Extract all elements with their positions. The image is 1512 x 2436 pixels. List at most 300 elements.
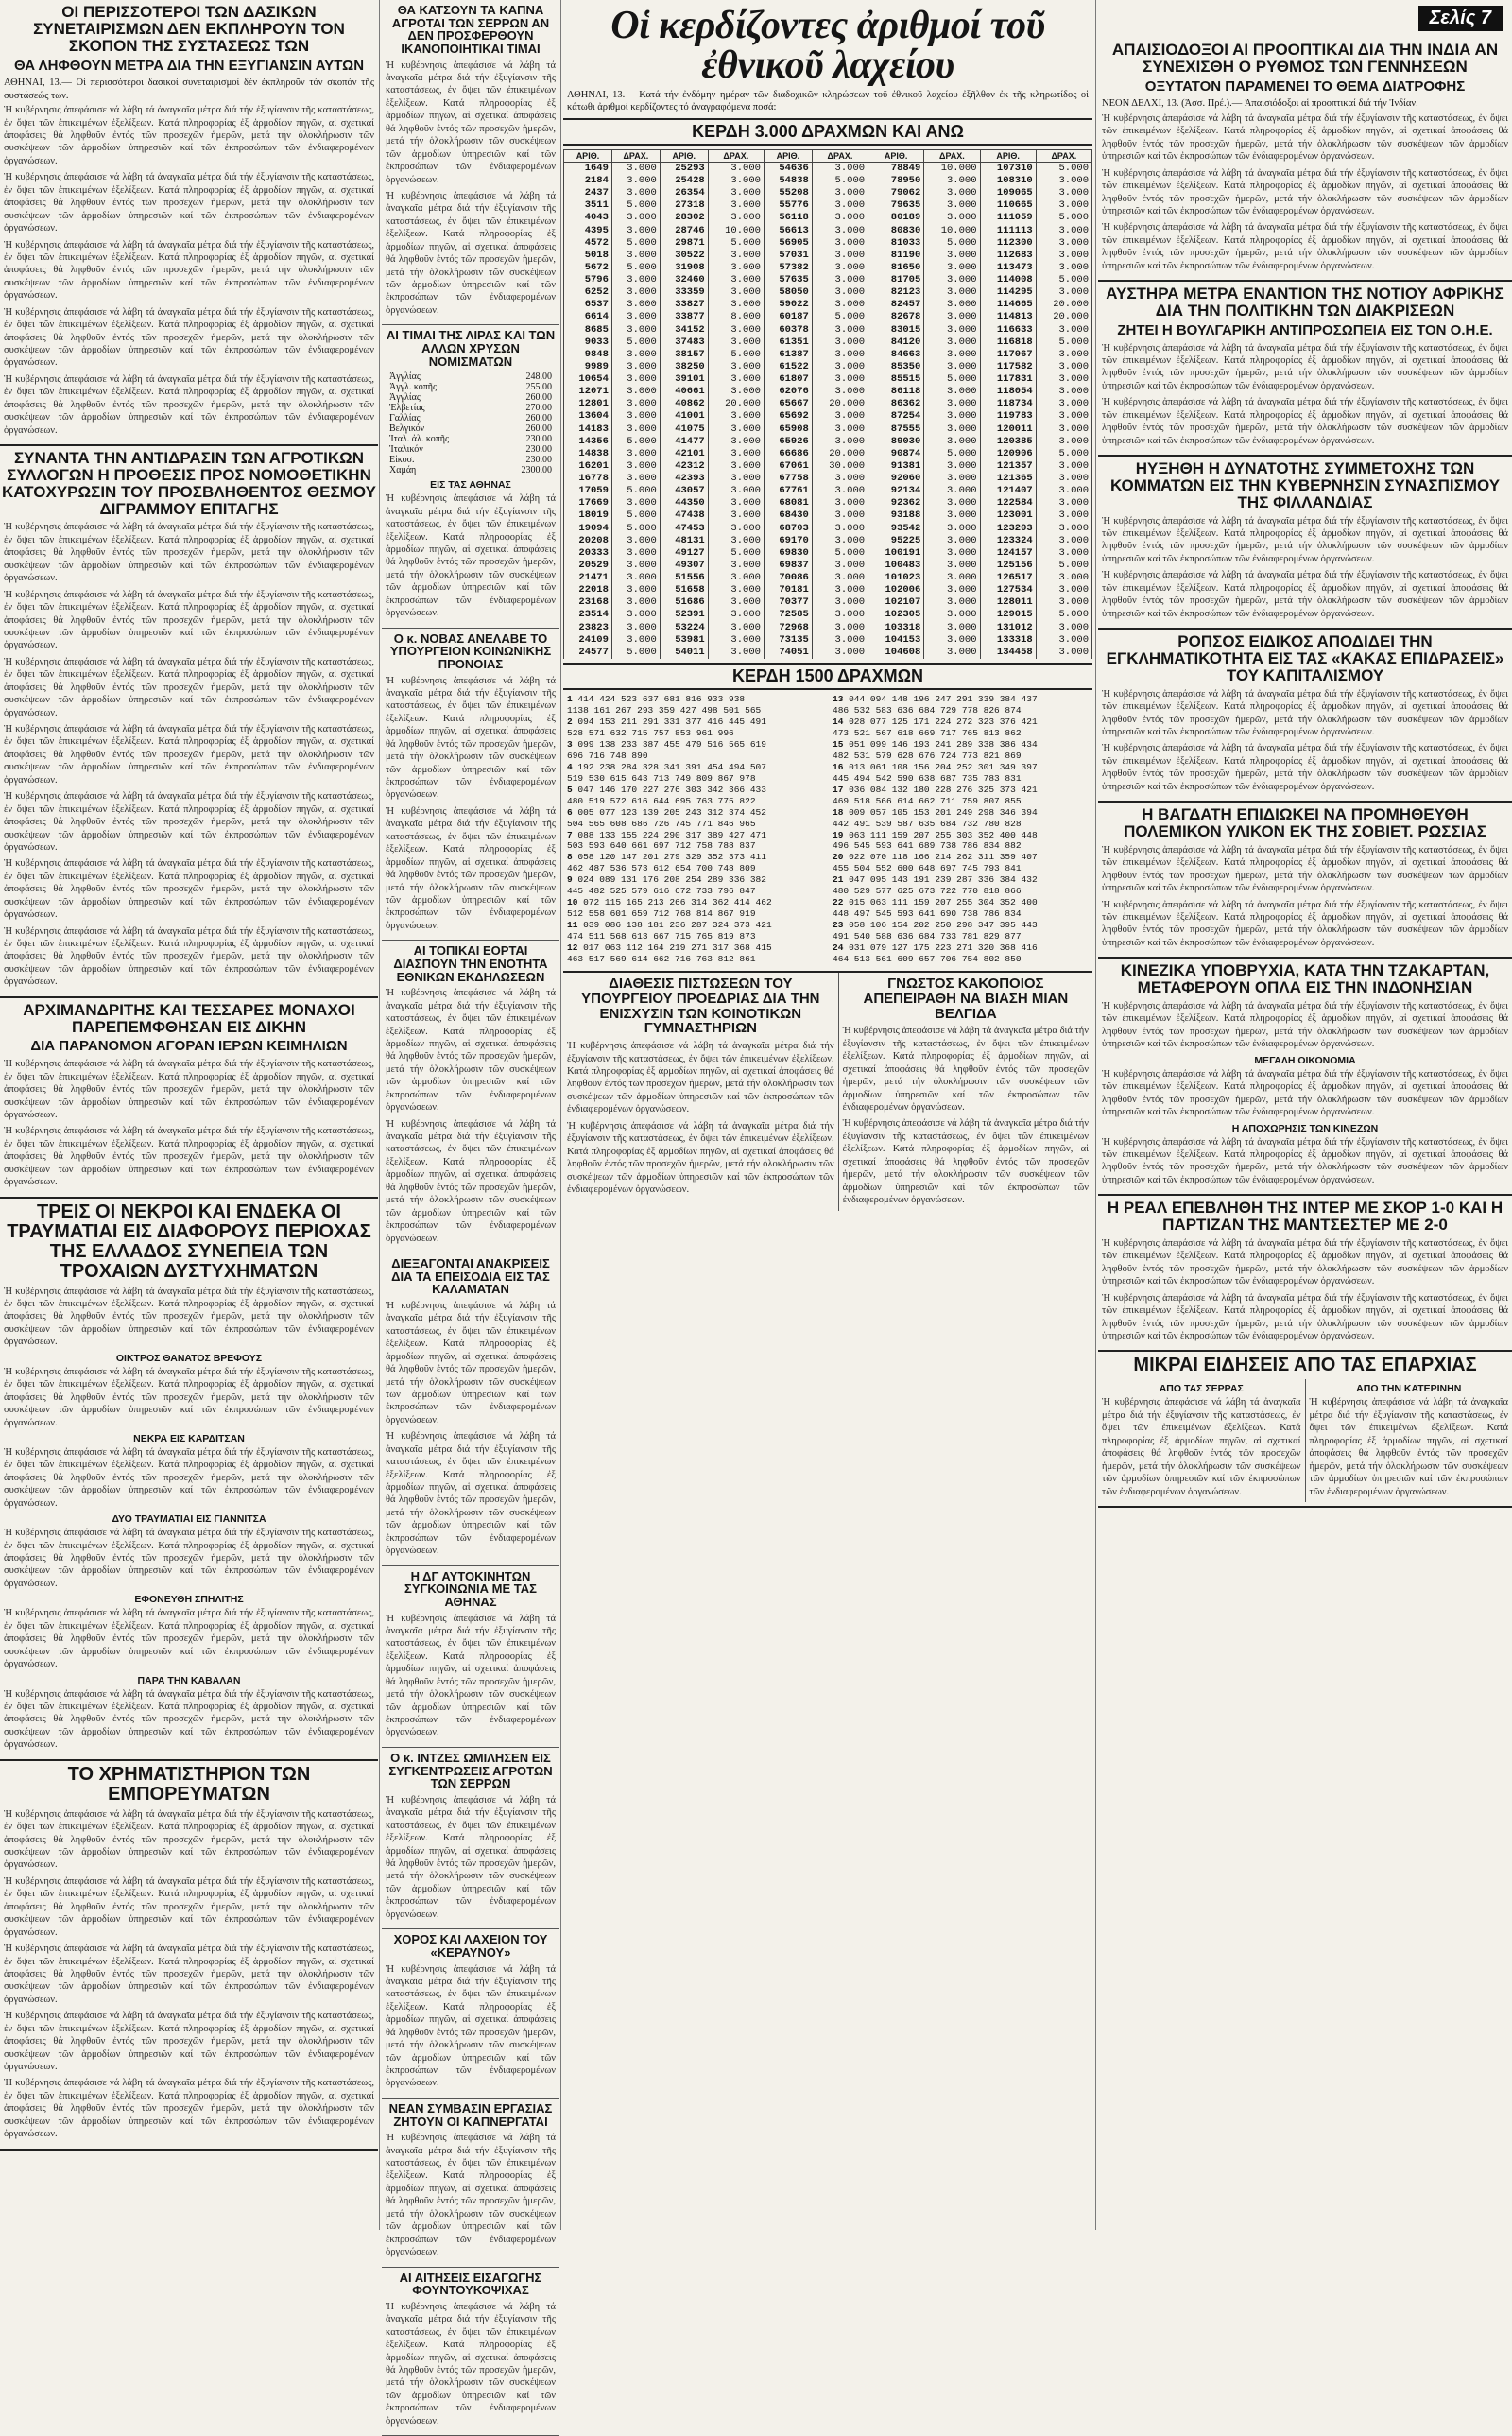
prize-amount: 3.000 <box>1036 324 1091 337</box>
prize-amount: 3.000 <box>1036 423 1091 436</box>
subhead-giannitsa: ΔΥΟ ΤΡΑΥΜΑΤΙΑΙ ΕΙΣ ΓΙΑΝΝΙΤΣΑ <box>0 1513 378 1525</box>
article-hazelnut <box>382 2272 559 2436</box>
body-text: Ἡ κυβέρνησις ἀπεφάσισε νά λάβη τά ἀναγκαῖα μέτρα διά τήν ἐξυγίανσιν τῆς καταστάσεως, ἐν ὄψει τῶν ἐπικειμένων ἐξελίξεων. Κατά πληροφορίας ἐξ ἁρμοδίων πηγῶν, αἱ σχετικαί ἀποφάσεις θά ληφθοῦν ἐντός τῶν προσεχῶν ἡμερῶν, μετά τήν ὁλοκλήρωσιν τῶν συσκέψεων τῶν ἁρμοδίων ὑπηρεσιῶν καί τῶν ἐκπροσώπων τῶν ἐνδιαφερομένων ὀργανώσεων. <box>4 104 374 167</box>
prize-amount: 3.000 <box>611 311 660 323</box>
ticket-number: 66686 <box>764 448 812 460</box>
ticket-number: 124157 <box>980 547 1036 560</box>
article-kalamata <box>382 1257 559 1566</box>
body-text: Ἡ κυβέρνησις ἀπεφάσισε νά λάβη τά ἀναγκαῖα μέτρα διά τήν ἐξυγίανσιν τῆς καταστάσεως, ἐν ὄψει τῶν ἐπικειμένων ἐξελίξεων. Κατά πληροφορίας ἐξ ἁρμοδίων πηγῶν, αἱ σχετικαί ἀποφάσεις θά ληφθοῦν ἐντός τῶν προσεχῶν ἡμερῶν, μετά τήν ὁλοκλήρωσιν τῶν συσκέψεων τῶν ἁρμοδίων ὑπηρεσιῶν καί τῶν ἐκπροσώπων τῶν ἐνδιαφερομένων ὀργανώσεων. <box>386 190 556 317</box>
ledger-thousand: 17 <box>833 785 843 795</box>
prize-amount: 3.000 <box>1036 584 1091 596</box>
ticket-number: 86362 <box>868 398 924 410</box>
ticket-number: 5672 <box>564 262 612 274</box>
prize-amount: 3.000 <box>708 410 764 423</box>
prize-amount: 3.000 <box>1036 398 1091 410</box>
ticket-number: 4572 <box>564 237 612 250</box>
prize-amount: 10.000 <box>924 162 980 175</box>
prize-amount: 3.000 <box>924 423 980 436</box>
list-item <box>567 796 823 807</box>
prize-amount: 3.000 <box>812 510 868 522</box>
ticket-number: 79062 <box>868 187 924 199</box>
headline-intzes: Ο κ. ΙΝΤΖΕΣ ΩΜΙΛΗΣΕΝ ΕΙΣ ΣΥΓΚΕΝΤΡΩΣΕΙΣ ΑΓΡΟΤΩΝ ΤΩΝ ΣΕΡΡΩΝ <box>384 1752 558 1790</box>
ledger-thousand: 21 <box>833 874 843 885</box>
ticket-number: 16201 <box>564 460 612 473</box>
ledger-values: 088 133 155 224 290 317 389 427 471 <box>577 830 766 840</box>
article-local-feasts <box>382 944 559 1253</box>
prize-amount: 3.000 <box>812 485 868 497</box>
dateline-cooperatives: ΑΘΗΝΑΙ, 13.— Οἱ περισσότεροι δασικοί συνεταιρισμοί δέν ἐκπληροῦν τόν σκοπόν τῆς συστάσεώς των. <box>4 77 374 102</box>
ledger-values: 015 063 111 159 207 255 304 352 400 <box>849 897 1038 907</box>
ticket-number: 114008 <box>980 274 1036 286</box>
ticket-number: 42312 <box>660 460 708 473</box>
list-item <box>567 739 823 751</box>
prize-amount: 3.000 <box>611 596 660 609</box>
ticket-number: 32460 <box>660 274 708 286</box>
ledger-values: 496 545 593 641 689 738 786 834 882 <box>833 840 1022 851</box>
prize-amount: 3.000 <box>1036 199 1091 212</box>
ticket-number: 112300 <box>980 237 1036 250</box>
body-text: Ἡ κυβέρνησις ἀπεφάσισε νά λάβη τά ἀναγκαῖα μέτρα διά τήν ἐξυγίανσιν τῆς καταστάσεως, ἐν ὄψει τῶν ἐπικειμένων ἐξελίξεων. Κατά πληροφορίας ἐξ ἁρμοδίων πηγῶν, αἱ σχετικαί ἀποφάσεις θά ληφθοῦν ἐντός τῶν προσεχῶν ἡμερῶν, μετά τήν ὁλοκλήρωσιν τῶν συσκέψεων τῶν ἁρμοδίων ὑπηρεσιῶν καί τῶν ἐκπροσώπων τῶν ἐνδιαφερομένων ὀργανώσεων. <box>1102 742 1508 793</box>
prize-amount: 3.000 <box>611 324 660 337</box>
ticket-number: 30522 <box>660 250 708 262</box>
body-text: Ἡ κυβέρνησις ἀπεφάσισε νά λάβη τά ἀναγκαῖα μέτρα διά τήν ἐξυγίανσιν τῆς καταστάσεως, ἐν ὄψει τῶν ἐπικειμένων ἐξελίξεων. Κατά πληροφορίας ἐξ ἁρμοδίων πηγῶν, αἱ σχετικαί ἀποφάσεις θά ληφθοῦν ἐντός τῶν προσεχῶν ἡμερῶν, μετά τήν ὁλοκλήρωσιν τῶν συσκέψεων τῶν ἁρμοδίων ὑπηρεσιῶν καί τῶν ἐκπροσώπων τῶν ἐνδιαφερομένων ὀργανώσεων. <box>386 2301 556 2427</box>
body-text: Ἡ κυβέρνησις ἀπεφάσισε νά λάβη τά ἀναγκαῖα μέτρα διά τήν ἐξυγίανσιν τῆς καταστάσεως, ἐν ὄψει τῶν ἐπικειμένων ἐξελίξεων. Κατά πληροφορίας ἐξ ἁρμοδίων πηγῶν, αἱ σχετικαί ἀποφάσεις θά ληφθοῦν ἐντός τῶν προσεχῶν ἡμερῶν, μετά τήν ὁλοκλήρωσιν τῶν συσκέψεων τῶν ἁρμοδίων ὑπηρεσιῶν καί τῶν ἐκπροσώπων τῶν ἐνδιαφερομένων ὀργανώσεων. <box>1102 899 1508 950</box>
article-commodities <box>0 1765 378 2151</box>
ticket-number: 118734 <box>980 398 1036 410</box>
body-text: Ἡ κυβέρνησις ἀπεφάσισε νά λάβη τά ἀναγκαῖα μέτρα διά τήν ἐξυγίανσιν τῆς καταστάσεως, ἐν ὄψει τῶν ἐπικειμένων ἐξελίξεων. Κατά πληροφορίας ἐξ ἁρμοδίων πηγῶν, αἱ σχετικαί ἀποφάσεις θά ληφθοῦν ἐντός τῶν προσεχῶν ἡμερῶν, μετά τήν ὁλοκλήρωσιν τῶν συσκέψεων τῶν ἁρμοδίων ὑπηρεσιῶν καί τῶν ἐκπροσώπων τῶν ἐνδιαφερομένων ὀργανώσεων. <box>386 1430 556 1557</box>
prize-amount: 5.000 <box>611 199 660 212</box>
prize-amount: 3.000 <box>1036 460 1091 473</box>
prize-amount: 20.000 <box>708 398 764 410</box>
column-rule <box>379 0 380 2230</box>
prize-amount: 3.000 <box>611 423 660 436</box>
table-row <box>564 460 1092 473</box>
ticket-number: 49127 <box>660 547 708 560</box>
ticket-number: 100483 <box>868 560 924 572</box>
gold-rate-row <box>389 371 552 382</box>
table-row <box>564 584 1092 596</box>
prize-amount: 3.000 <box>1036 175 1091 187</box>
prize-amount: 3.000 <box>708 436 764 448</box>
list-item <box>833 705 1089 717</box>
ticket-number: 26354 <box>660 187 708 199</box>
body-text: Ἡ κυβέρνησις ἀπεφάσισε νά λάβη τά ἀναγκαῖα μέτρα διά τήν ἐξυγίανσιν τῆς καταστάσεως, ἐν ὄψει τῶν ἐπικειμένων ἐξελίξεων. Κατά πληροφορίας ἐξ ἁρμοδίων πηγῶν, αἱ σχετικαί ἀποφάσεις θά ληφθοῦν ἐντός τῶν προσεχῶν ἡμερῶν, μετά τήν ὁλοκλήρωσιν τῶν συσκέψεων τῶν ἁρμοδίων ὑπηρεσιῶν καί τῶν ἐκπροσώπων τῶν ἐνδιαφερομένων ὀργανώσεων. <box>4 589 374 652</box>
ticket-number: 72585 <box>764 609 812 621</box>
gold-rate-row <box>389 392 552 403</box>
gold-rate-value: 260.00 <box>526 423 553 434</box>
ticket-number: 17669 <box>564 497 612 510</box>
ticket-number: 107310 <box>980 162 1036 175</box>
prize-amount: 3.000 <box>924 324 980 337</box>
table-row <box>564 250 1092 262</box>
body-text: Ἡ κυβέρνησις ἀπεφάσισε νά λάβη τά ἀναγκαῖα μέτρα διά τήν ἐξυγίανσιν τῆς καταστάσεως, ἐν ὄψει τῶν ἐπικειμένων ἐξελίξεων. Κατά πληροφορίας ἐξ ἁρμοδίων πηγῶν, αἱ σχετικαί ἀποφάσεις θά ληφθοῦν ἐντός τῶν προσεχῶν ἡμερῶν, μετά τήν ὁλοκλήρωσιν τῶν συσκέψεων τῶν ἁρμοδίων ὑπηρεσιῶν καί τῶν ἐκπροσώπων τῶν ἐνδιαφερομένων ὀργανώσεων. <box>1102 1396 1301 1498</box>
ticket-number: 86118 <box>868 386 924 398</box>
prize-amount: 3.000 <box>924 199 980 212</box>
ticket-number: 113473 <box>980 262 1036 274</box>
gold-rate-value: 230.00 <box>526 444 553 455</box>
prize-amount: 5.000 <box>1036 337 1091 349</box>
ticket-number: 69170 <box>764 535 812 547</box>
column-2 <box>382 0 559 2230</box>
body-text: Ἡ κυβέρνησις ἀπεφάσισε νά λάβη τά ἀναγκαῖα μέτρα διά τήν ἐξυγίανσιν τῆς καταστάσεως, ἐν ὄψει τῶν ἐπικειμένων ἐξελίξεων. Κατά πληροφορίας ἐξ ἁρμοδίων πηγῶν, αἱ σχετικαί ἀποφάσεις θά ληφθοῦν ἐντός τῶν προσεχῶν ἡμερῶν, μετά τήν ὁλοκλήρωσιν τῶν συσκέψεων τῶν ἁρμοδίων ὑπηρεσιῶν καί τῶν ἐκπροσώπων τῶν ἐνδιαφερομένων ὀργανώσεων. <box>567 1120 834 1197</box>
bottom-articles <box>563 971 1092 1210</box>
prize-amount: 3.000 <box>924 535 980 547</box>
body-text: Ἡ κυβέρνησις ἀπεφάσισε νά λάβη τά ἀναγκαῖα μέτρα διά τήν ἐξυγίανσιν τῆς καταστάσεως, ἐν ὄψει τῶν ἐπικειμένων ἐξελίξεων. Κατά πληροφορίας ἐξ ἁρμοδίων πηγῶν, αἱ σχετικαί ἀποφάσεις θά ληφθοῦν ἐντός τῶν προσεχῶν ἡμερῶν, μετά τήν ὁλοκλήρωσιν τῶν συσκέψεων τῶν ἁρμοδίων ὑπηρεσιῶν καί τῶν ἐκπροσώπων τῶν ἐνδιαφερομένων ὀργανώσεων. <box>4 373 374 437</box>
table-row <box>564 436 1092 448</box>
prize-amount: 3.000 <box>708 634 764 647</box>
ticket-number: 81190 <box>868 250 924 262</box>
lottery-column-header: ΑΡΙΘ. <box>868 149 924 162</box>
subhead-killed: ΕΦΟΝΕΥΘΗ ΣΠΗΛΙΤΗΣ <box>0 1594 378 1605</box>
list-item <box>567 954 823 965</box>
headline-south-africa: ΑΥΣΤΗΡΑ ΜΕΤΡΑ ΕΝΑΝΤΙΟΝ ΤΗΣ ΝΟΤΙΟΥ ΑΦΡΙΚΗΣ ΔΙΑ ΤΗΝ ΠΟΛΙΤΙΚΗΝ ΤΩΝ ΔΙΑΚΡΙΣΕΩΝ <box>1100 285 1510 320</box>
article-capitalism <box>1098 633 1512 803</box>
prize-amount: 5.000 <box>611 523 660 535</box>
prize-amount: 3.000 <box>812 187 868 199</box>
ledger-values: 491 540 588 636 684 733 781 829 877 <box>833 931 1022 942</box>
ledger-values: 455 504 552 600 648 697 745 793 841 <box>833 863 1022 873</box>
ticket-number: 57382 <box>764 262 812 274</box>
list-item <box>567 908 823 920</box>
prize-amount: 20.000 <box>812 398 868 410</box>
headline-provinces: ΜΙΚΡΑΙ ΕΙΔΗΣΕΙΣ ΑΠΟ ΤΑΣ ΕΠΑΡΧΙΑΣ <box>1100 1356 1510 1375</box>
article-agrarian <box>0 450 378 998</box>
gold-rate-name: Ἑλβετίας <box>389 403 425 413</box>
body-text: Ἡ κυβέρνησις ἀπεφάσισε νά λάβη τά ἀναγκαῖα μέτρα διά τήν ἐξυγίανσιν τῆς καταστάσεως, ἐν ὄψει τῶν ἐπικειμένων ἐξελίξεων. Κατά πληροφορίας ἐξ ἁρμοδίων πηγῶν, αἱ σχετικαί ἀποφάσεις θά ληφθοῦν ἐντός τῶν προσεχῶν ἡμερῶν, μετά τήν ὁλοκλήρωσιν τῶν συσκέψεων τῶν ἁρμοδίων ὑπηρεσιῶν καί τῶν ἐκπροσώπων τῶν ἐνδιαφερομένων ὀργανώσεων. <box>4 2077 374 2140</box>
lottery-column-header: ΔΡΑΧ. <box>708 149 764 162</box>
ledger-thousand: 5 <box>567 785 573 795</box>
ledger-values: 519 530 615 643 713 749 809 867 978 <box>567 773 756 784</box>
ticket-number: 1649 <box>564 162 612 175</box>
table-row <box>564 473 1092 485</box>
gold-rate-name: Χαμάη <box>389 465 416 475</box>
list-item <box>833 942 1089 954</box>
ledger-values: 063 111 159 207 255 303 352 400 448 <box>849 830 1038 840</box>
ticket-number: 13604 <box>564 410 612 423</box>
ticket-number: 38250 <box>660 361 708 373</box>
ticket-number: 5796 <box>564 274 612 286</box>
prize-amount: 3.000 <box>708 187 764 199</box>
prize-amount: 8.000 <box>708 311 764 323</box>
list-item <box>567 852 823 863</box>
headline-novas: Ο κ. ΝΟΒΑΣ ΑΝΕΛΑΒΕ ΤΟ ΥΠΟΥΡΓΕΙΟΝ ΚΟΙΝΩΝΙΚΗΣ ΠΡΟΝΟΙΑΣ <box>384 632 558 671</box>
lottery-banner: Οἱ κερδίζοντες ἀριθμοί τοῦ ἐθνικοῦ λαχείου <box>563 6 1092 85</box>
ticket-number: 42393 <box>660 473 708 485</box>
prize-amount: 3.000 <box>812 596 868 609</box>
ticket-number: 56905 <box>764 237 812 250</box>
article-accidents <box>0 1202 378 1761</box>
prize-amount: 3.000 <box>708 162 764 175</box>
list-item <box>567 773 823 785</box>
ledger-values: 1138 161 267 293 359 427 498 501 565 <box>567 705 761 716</box>
headline-baghdad: Η ΒΑΓΔΑΤΗ ΕΠΙΔΙΩΚΕΙ ΝΑ ΠΡΟΜΗΘΕΥΘΗ ΠΟΛΕΜΙΚΟΝ ΥΛΙΚΟΝ ΕΚ ΤΗΣ ΣΟΒΙΕΤ. ΡΩΣΣΙΑΣ <box>1100 806 1510 840</box>
column-rule <box>560 0 561 2230</box>
prize-amount: 3.000 <box>812 436 868 448</box>
list-item <box>833 785 1089 796</box>
prize-amount: 3.000 <box>924 523 980 535</box>
body-text: Ἡ κυβέρνησις ἀπεφάσισε νά λάβη τά ἀναγκαῖα μέτρα διά τήν ἐξυγίανσιν τῆς καταστάσεως, ἐν ὄψει τῶν ἐπικειμένων ἐξελίξεων. Κατά πληροφορίας ἐξ ἁρμοδίων πηγῶν, αἱ σχετικαί ἀποφάσεις θά ληφθοῦν ἐντός τῶν προσεχῶν ἡμερῶν, μετά τήν ὁλοκλήρωσιν τῶν συσκέψεων τῶν ἁρμοδίων ὑπηρεσιῶν καί τῶν ἐκπροσώπων τῶν ἐνδιαφερομένων ὀργανώσεων. <box>4 723 374 786</box>
ticket-number: 20529 <box>564 560 612 572</box>
prize-amount: 3.000 <box>611 473 660 485</box>
body-text: Ἡ κυβέρνησις ἀπεφάσισε νά λάβη τά ἀναγκαῖα μέτρα διά τήν ἐξυγίανσιν τῆς καταστάσεως, ἐν ὄψει τῶν ἐπικειμένων ἐξελίξεων. Κατά πληροφορίας ἐξ ἁρμοδίων πηγῶν, αἱ σχετικαί ἀποφάσεις θά ληφθοῦν ἐντός τῶν προσεχῶν ἡμερῶν, μετά τήν ὁλοκλήρωσιν τῶν συσκέψεων τῶν ἁρμοδίων ὑπηρεσιῶν καί τῶν ἐκπροσώπων τῶν ἐνδιαφερομένων ὀργανώσεων. <box>4 1125 374 1188</box>
headline-commodities: ΤΟ ΧΡΗΜΑΤΙΣΤΗΡΙΟΝ ΤΩΝ ΕΜΠΟΡΕΥΜΑΤΩΝ <box>2 1765 376 1805</box>
ledger-thousand: 19 <box>833 830 843 840</box>
prize-amount: 3.000 <box>611 560 660 572</box>
prize-amount: 3.000 <box>708 460 764 473</box>
prize-amount: 3.000 <box>708 572 764 584</box>
ticket-number: 111113 <box>980 225 1036 237</box>
ledger-values: 445 494 542 590 638 687 735 783 831 <box>833 773 1022 784</box>
ticket-number: 60187 <box>764 311 812 323</box>
gold-rate-value: 2300.00 <box>522 465 553 475</box>
ticket-number: 41477 <box>660 436 708 448</box>
ticket-number: 72968 <box>764 622 812 634</box>
prize-amount: 10.000 <box>708 225 764 237</box>
table-row <box>564 634 1092 647</box>
body-text: Ἡ κυβέρνησις ἀπεφάσισε νά λάβη τά ἀναγκαῖα μέτρα διά τήν ἐξυγίανσιν τῆς καταστάσεως, ἐν ὄψει τῶν ἐπικειμένων ἐξελίξεων. Κατά πληροφορίας ἐξ ἁρμοδίων πηγῶν, αἱ σχετικαί ἀποφάσεις θά ληφθοῦν ἐντός τῶν προσεχῶν ἡμερῶν, μετά τήν ὁλοκλήρωσιν τῶν συσκέψεων τῶν ἁρμοδίων ὑπηρεσιῶν καί τῶν ἐκπροσώπων τῶν ἐνδιαφερομένων ὀργανώσεων. <box>1102 221 1508 272</box>
prize-amount: 3.000 <box>611 448 660 460</box>
article-finland <box>1098 460 1512 630</box>
headline-monks: ΑΡΧΙΜΑΝΔΡΙΤΗΣ ΚΑΙ ΤΕΣΣΑΡΕΣ ΜΟΝΑΧΟΙ ΠΑΡΕΠΕΜΦΘΗΣΑΝ ΕΙΣ ΔΙΚΗΝ <box>2 1002 376 1036</box>
list-item <box>567 785 823 796</box>
ticket-number: 40862 <box>660 398 708 410</box>
list-item <box>833 717 1089 728</box>
subhead-athens: ΕΙΣ ΤΑΣ ΑΘΗΝΑΣ <box>382 479 559 491</box>
prize-amount: 3.000 <box>611 175 660 187</box>
ticket-number: 103318 <box>868 622 924 634</box>
ledger-values: 696 716 748 890 <box>567 751 648 761</box>
ticket-number: 53224 <box>660 622 708 634</box>
prize-amount: 3.000 <box>812 634 868 647</box>
prize-amount: 3.000 <box>611 187 660 199</box>
ledger-thousand: 20 <box>833 852 843 862</box>
ticket-number: 61387 <box>764 349 812 361</box>
headline-football: Η ΡΕΑΛ ΕΠΕΒΛΗΘΗ ΤΗΣ ΙΝΤΕΡ ΜΕ ΣΚΟΡ 1-0 ΚΑΙ Η ΠΑΡΤΙΖΑΝ ΤΗΣ ΜΑΝΤΣΕΣΤΕΡ ΜΕ 2-0 <box>1100 1200 1510 1234</box>
prize-amount: 3.000 <box>924 349 980 361</box>
ticket-number: 102006 <box>868 584 924 596</box>
lottery-column-header: ΔΡΑΧ. <box>611 149 660 162</box>
prize-amount: 3.000 <box>611 299 660 311</box>
ticket-number: 51556 <box>660 572 708 584</box>
prize-amount: 3.000 <box>708 485 764 497</box>
prize-amount: 3.000 <box>924 485 980 497</box>
article-tobacco <box>382 4 559 325</box>
ticket-number: 81033 <box>868 237 924 250</box>
ticket-number: 2437 <box>564 187 612 199</box>
gold-rate-row <box>389 465 552 475</box>
provinces-columns <box>1098 1379 1512 1502</box>
list-item <box>833 819 1089 830</box>
ticket-number: 61522 <box>764 361 812 373</box>
ticket-number: 122584 <box>980 497 1036 510</box>
list-item <box>833 886 1089 897</box>
table-row <box>564 324 1092 337</box>
prize-amount: 3.000 <box>611 622 660 634</box>
body-text: Ἡ κυβέρνησις ἀπεφάσισε νά λάβη τά ἀναγκαῖα μέτρα διά τήν ἐξυγίανσιν τῆς καταστάσεως, ἐν ὄψει τῶν ἐπικειμένων ἐξελίξεων. Κατά πληροφορίας ἐξ ἁρμοδίων πηγῶν, αἱ σχετικαί ἀποφάσεις θά ληφθοῦν ἐντός τῶν προσεχῶν ἡμερῶν, μετά τήν ὁλοκλήρωσιν τῶν συσκέψεων τῶν ἁρμοδίων ὑπηρεσιῶν καί τῶν ἐκπροσώπων τῶν ἐνδιαφερομένων ὀργανώσεων. <box>1102 688 1508 739</box>
prize-amount: 3.000 <box>708 510 764 522</box>
prize-amount: 3.000 <box>708 286 764 299</box>
headline-capitalism: ΡΟΠΣΟΣ ΕΙΔΙΚΟΣ ΑΠΟΔΙΔΕΙ ΤΗΝ ΕΓΚΛΗΜΑΤΙΚΟΤΗΤΑ ΕΙΣ ΤΑΣ «ΚΑΚΑΣ ΕΠΙΔΡΑΣΕΙΣ» ΤΟΥ ΚΑΠΙΤΑΛΙΣΜΟΥ <box>1100 633 1510 684</box>
prize-amount: 3.000 <box>924 337 980 349</box>
ticket-number: 61807 <box>764 373 812 386</box>
body-text: Ἡ κυβέρνησις ἀπεφάσισε νά λάβη τά ἀναγκαῖα μέτρα διά τήν ἐξυγίανσιν τῆς καταστάσεως, ἐν ὄψει τῶν ἐπικειμένων ἐξελίξεων. Κατά πληροφορίας ἐξ ἁρμοδίων πηγῶν, αἱ σχετικαί ἀποφάσεις θά ληφθοῦν ἐντός τῶν προσεχῶν ἡμερῶν, μετά τήν ὁλοκλήρωσιν τῶν συσκέψεων τῶν ἁρμοδίων ὑπηρεσιῶν καί τῶν ἐκπροσώπων τῶν ἐνδιαφερομένων ὀργανώσεων. <box>1102 112 1508 164</box>
ticket-number: 51686 <box>660 596 708 609</box>
ledger-values: 486 532 583 636 684 729 778 826 874 <box>833 705 1022 716</box>
prize-amount: 3.000 <box>611 572 660 584</box>
ticket-number: 28302 <box>660 212 708 224</box>
gold-rate-name: Ἀγγλ. κοπῆς <box>389 382 437 392</box>
list-item <box>567 751 823 762</box>
prize-amount: 3.000 <box>708 250 764 262</box>
ledger-values: 047 146 170 227 276 303 342 366 433 <box>577 785 766 795</box>
ledger-values: 473 521 567 618 669 717 765 813 862 <box>833 728 1022 738</box>
prize-amount: 3.000 <box>924 311 980 323</box>
gold-rate-value: 260.00 <box>526 392 553 403</box>
ledger-thousand: 16 <box>833 762 843 772</box>
list-item <box>567 886 823 897</box>
prize-amount: 3.000 <box>812 199 868 212</box>
ticket-number: 90874 <box>868 448 924 460</box>
ledger-values: 469 518 566 614 662 711 759 807 855 <box>833 796 1022 806</box>
ticket-number: 38157 <box>660 349 708 361</box>
body-text: Ἡ κυβέρνησις ἀπεφάσισε νά λάβη τά ἀναγκαῖα μέτρα διά τήν ἐξυγίανσιν τῆς καταστάσεως, ἐν ὄψει τῶν ἐπικειμένων ἐξελίξεων. Κατά πληροφορίας ἐξ ἁρμοδίων πηγῶν, αἱ σχετικαί ἀποφάσεις θά ληφθοῦν ἐντός τῶν προσεχῶν ἡμερῶν, μετά τήν ὁλοκλήρωσιν τῶν συσκέψεων τῶν ἁρμοδίων ὑπηρεσιῶν καί τῶν ἐκπροσώπων τῶν ἐνδιαφερομένων ὀργανώσεων. <box>4 1058 374 1121</box>
gold-rate-name: Γαλλίας <box>389 413 421 423</box>
prize-amount: 5.000 <box>1036 448 1091 460</box>
prize-amount: 5.000 <box>708 237 764 250</box>
table-row <box>564 497 1092 510</box>
page-number: Σελίς 7 <box>1418 6 1503 31</box>
ledger-values: 445 482 525 579 616 672 733 796 847 <box>567 886 756 896</box>
ticket-number: 87254 <box>868 410 924 423</box>
article-tobacco-workers <box>382 2102 559 2268</box>
ledger-values: 474 511 568 613 667 715 765 819 873 <box>567 931 756 942</box>
table-row <box>564 596 1092 609</box>
prize-amount: 3.000 <box>1036 410 1091 423</box>
prize-amount: 3.000 <box>611 634 660 647</box>
list-item <box>833 840 1089 852</box>
ticket-number: 133318 <box>980 634 1036 647</box>
ticket-number: 109065 <box>980 187 1036 199</box>
table-row <box>564 423 1092 436</box>
prize-amount: 3.000 <box>924 398 980 410</box>
ticket-number: 33827 <box>660 299 708 311</box>
ticket-number: 41075 <box>660 423 708 436</box>
prize-amount: 3.000 <box>708 274 764 286</box>
ledger-thousand: 12 <box>567 942 577 953</box>
ticket-number: 117831 <box>980 373 1036 386</box>
prize-amount: 3.000 <box>611 410 660 423</box>
body-text: Ἡ κυβέρνησις ἀπεφάσισε νά λάβη τά ἀναγκαῖα μέτρα διά τήν ἐξυγίανσιν τῆς καταστάσεως, ἐν ὄψει τῶν ἐπικειμένων ἐξελίξεων. Κατά πληροφορίας ἐξ ἁρμοδίων πηγῶν, αἱ σχετικαί ἀποφάσεις θά ληφθοῦν ἐντός τῶν προσεχῶν ἡμερῶν, μετά τήν ὁλοκλήρωσιν τῶν συσκέψεων τῶν ἁρμοδίων ὑπηρεσιῶν καί τῶν ἐκπροσώπων τῶν ἐνδιαφερομένων ὀργανώσεων. <box>4 521 374 584</box>
ticket-number: 14356 <box>564 436 612 448</box>
gold-rate-name: Ἀγγλίας <box>389 371 421 382</box>
table-row <box>564 212 1092 224</box>
table-row <box>564 299 1092 311</box>
table-row <box>564 547 1092 560</box>
ticket-number: 93188 <box>868 510 924 522</box>
lottery-column-header: ΔΡΑΧ. <box>1036 149 1091 162</box>
list-item <box>567 840 823 852</box>
ticket-number: 39101 <box>660 373 708 386</box>
gold-rate-value: 255.00 <box>526 382 553 392</box>
list-item <box>567 705 823 717</box>
prize-amount: 3.000 <box>708 175 764 187</box>
prize-1500-heading: ΚΕΡΔΗ 1500 ΔΡΑΧΜΩΝ <box>563 663 1092 690</box>
ticket-number: 5018 <box>564 250 612 262</box>
ticket-number: 70181 <box>764 584 812 596</box>
ticket-number: 102305 <box>868 609 924 621</box>
ticket-number: 118054 <box>980 386 1036 398</box>
list-item <box>833 830 1089 841</box>
body-text: Ἡ κυβέρνησις ἀπεφάσισε νά λάβη τά ἀναγκαῖα μέτρα διά τήν ἐξυγίανσιν τῆς καταστάσεως, ἐν ὄψει τῶν ἐπικειμένων ἐξελίξεων. Κατά πληροφορίας ἐξ ἁρμοδίων πηγῶν, αἱ σχετικαί ἀποφάσεις θά ληφθοῦν ἐντός τῶν προσεχῶν ἡμερῶν, μετά τήν ὁλοκλήρωσιν τῶν συσκέψεων τῶν ἁρμοδίων ὑπηρεσιῶν καί τῶν ἐκπροσώπων τῶν ἐνδιαφερομένων ὀργανώσεων. <box>386 987 556 1114</box>
ticket-number: 28746 <box>660 225 708 237</box>
subhead-economy: ΜΕΓΑΛΗ ΟΙΚΟΝΟΜΙΑ <box>1098 1055 1512 1066</box>
prize-amount: 3.000 <box>924 647 980 659</box>
prize-amount: 3.000 <box>611 361 660 373</box>
ticket-number: 79635 <box>868 199 924 212</box>
ledger-thousand: 2 <box>567 717 573 727</box>
prize-amount: 5.000 <box>812 547 868 560</box>
ticket-number: 25428 <box>660 175 708 187</box>
gold-rate-value: 230.00 <box>526 455 553 465</box>
list-item <box>567 728 823 739</box>
gold-rate-row <box>389 382 552 392</box>
ticket-number: 3511 <box>564 199 612 212</box>
body-text: Ἡ κυβέρνησις ἀπεφάσισε νά λάβη τά ἀναγκαῖα μέτρα διά τήν ἐξυγίανσιν τῆς καταστάσεως, ἐν ὄψει τῶν ἐπικειμένων ἐξελίξεων. Κατά πληροφορίας ἐξ ἁρμοδίων πηγῶν, αἱ σχετικαί ἀποφάσεις θά ληφθοῦν ἐντός τῶν προσεχῶν ἡμερῶν, μετά τήν ὁλοκλήρωσιν τῶν συσκέψεων τῶν ἁρμοδίων ὑπηρεσιῶν καί τῶν ἐκπροσώπων τῶν ἐνδιαφερομένων ὀργανώσεων. <box>4 171 374 234</box>
ticket-number: 91381 <box>868 460 924 473</box>
article-india <box>1098 42 1512 282</box>
ticket-number: 121365 <box>980 473 1036 485</box>
article-belgian <box>839 973 1092 1210</box>
ticket-number: 81650 <box>868 262 924 274</box>
table-row <box>564 311 1092 323</box>
ticket-number: 14183 <box>564 423 612 436</box>
prize-amount: 3.000 <box>1036 187 1091 199</box>
prize-amount: 5.000 <box>1036 560 1091 572</box>
ticket-number: 67061 <box>764 460 812 473</box>
list-item <box>833 874 1089 886</box>
ticket-number: 57031 <box>764 250 812 262</box>
prize-amount: 5.000 <box>924 448 980 460</box>
prize-amount: 3.000 <box>611 286 660 299</box>
gold-rate-row <box>389 413 552 423</box>
body-text: Ἡ κυβέρνησις ἀπεφάσισε νά λάβη τά ἀναγκαῖα μέτρα διά τήν ἐξυγίανσιν τῆς καταστάσεως, ἐν ὄψει τῶν ἐπικειμένων ἐξελίξεων. Κατά πληροφορίας ἐξ ἁρμοδίων πηγῶν, αἱ σχετικαί ἀποφάσεις θά ληφθοῦν ἐντός τῶν προσεχῶν ἡμερῶν, μετά τήν ὁλοκλήρωσιν τῶν συσκέψεων τῶν ἁρμοδίων ὑπηρεσιῶν καί τῶν ἐκπροσώπων τῶν ἐνδιαφερομένων ὀργανώσεων. <box>386 2132 556 2258</box>
body-text: Ἡ κυβέρνησις ἀπεφάσισε νά λάβη τά ἀναγκαῖα μέτρα διά τήν ἐξυγίανσιν τῆς καταστάσεως, ἐν ὄψει τῶν ἐπικειμένων ἐξελίξεων. Κατά πληροφορίας ἐξ ἁρμοδίων πηγῶν, αἱ σχετικαί ἀποφάσεις θά ληφθοῦν ἐντός τῶν προσεχῶν ἡμερῶν, μετά τήν ὁλοκλήρωσιν τῶν συσκέψεων τῶν ἁρμοδίων ὑπηρεσιῶν καί τῶν ἐκπροσώπων τῶν ἐνδιαφερομένων ὀργανώσεων. <box>1102 1237 1508 1288</box>
ledger-values: 058 106 154 202 250 298 347 395 443 <box>849 920 1038 930</box>
body-text: Ἡ κυβέρνησις ἀπεφάσισε νά λάβη τά ἀναγκαῖα μέτρα διά τήν ἐξυγίανσιν τῆς καταστάσεως, ἐν ὄψει τῶν ἐπικειμένων ἐξελίξεων. Κατά πληροφορίας ἐξ ἁρμοδίων πηγῶν, αἱ σχετικαί ἀποφάσεις θά ληφθοῦν ἐντός τῶν προσεχῶν ἡμερῶν, μετά τήν ὁλοκλήρωσιν τῶν συσκέψεων τῶν ἁρμοδίων ὑπηρεσιῶν καί τῶν ἐκπροσώπων τῶν ἐνδιαφερομένων ὀργανώσεων. <box>4 1366 374 1429</box>
list-item <box>567 863 823 874</box>
body-text: Ἡ κυβέρνησις ἀπεφάσισε νά λάβη τά ἀναγκαῖα μέτρα διά τήν ἐξυγίανσιν τῆς καταστάσεως, ἐν ὄψει τῶν ἐπικειμένων ἐξελίξεων. Κατά πληροφορίας ἐξ ἁρμοδίων πηγῶν, αἱ σχετικαί ἀποφάσεις θά ληφθοῦν ἐντός τῶν προσεχῶν ἡμερῶν, μετά τήν ὁλοκλήρωσιν τῶν συσκέψεων τῶν ἁρμοδίων ὑπηρεσιῶν καί τῶν ἐκπροσώπων τῶν ἐνδιαφερομένων ὀργανώσεων. <box>4 857 374 921</box>
ticket-number: 59022 <box>764 299 812 311</box>
ticket-number: 55776 <box>764 199 812 212</box>
ticket-number: 4395 <box>564 225 612 237</box>
page-number-strip <box>1098 0 1512 38</box>
prize-amount: 5.000 <box>924 237 980 250</box>
prize-amount: 30.000 <box>812 460 868 473</box>
prize-amount: 3.000 <box>812 237 868 250</box>
prize-amount: 3.000 <box>812 523 868 535</box>
ticket-number: 47438 <box>660 510 708 522</box>
ticket-number: 117582 <box>980 361 1036 373</box>
ticket-number: 78849 <box>868 162 924 175</box>
ledger-values: 192 238 284 328 341 391 454 494 507 <box>577 762 766 772</box>
ledger-thousand: 18 <box>833 807 843 818</box>
headline-accidents: ΤΡΕΙΣ ΟΙ ΝΕΚΡΟΙ ΚΑΙ ΕΝΔΕΚΑ ΟΙ ΤΡΑΥΜΑΤΙΑΙ ΕΙΣ ΔΙΑΦΟΡΟΥΣ ΠΕΡΙΟΧΑΣ ΤΗΣ ΕΛΛΑΔΟΣ ΣΥΝΕΠΕΙΑ ΤΩΝ ΤΡΟΧΑΙΩΝ ΔΥΣΤΥΧΗΜΑΤΩΝ <box>2 1202 376 1282</box>
table-row <box>564 225 1092 237</box>
body-text: Ἡ κυβέρνησις ἀπεφάσισε νά λάβη τά ἀναγκαῖα μέτρα διά τήν ἐξυγίανσιν τῆς καταστάσεως, ἐν ὄψει τῶν ἐπικειμένων ἐξελίξεων. Κατά πληροφορίας ἐξ ἁρμοδίων πηγῶν, αἱ σχετικαί ἀποφάσεις θά ληφθοῦν ἐντός τῶν προσεχῶν ἡμερῶν, μετά τήν ὁλοκλήρωσιν τῶν συσκέψεων τῶν ἁρμοδίων ὑπηρεσιῶν καί τῶν ἐκπροσώπων τῶν ἐνδιαφερομένων ὀργανώσεων. <box>4 656 374 719</box>
article-south-africa <box>1098 285 1512 457</box>
list-item <box>833 852 1089 863</box>
ticket-number: 34152 <box>660 324 708 337</box>
